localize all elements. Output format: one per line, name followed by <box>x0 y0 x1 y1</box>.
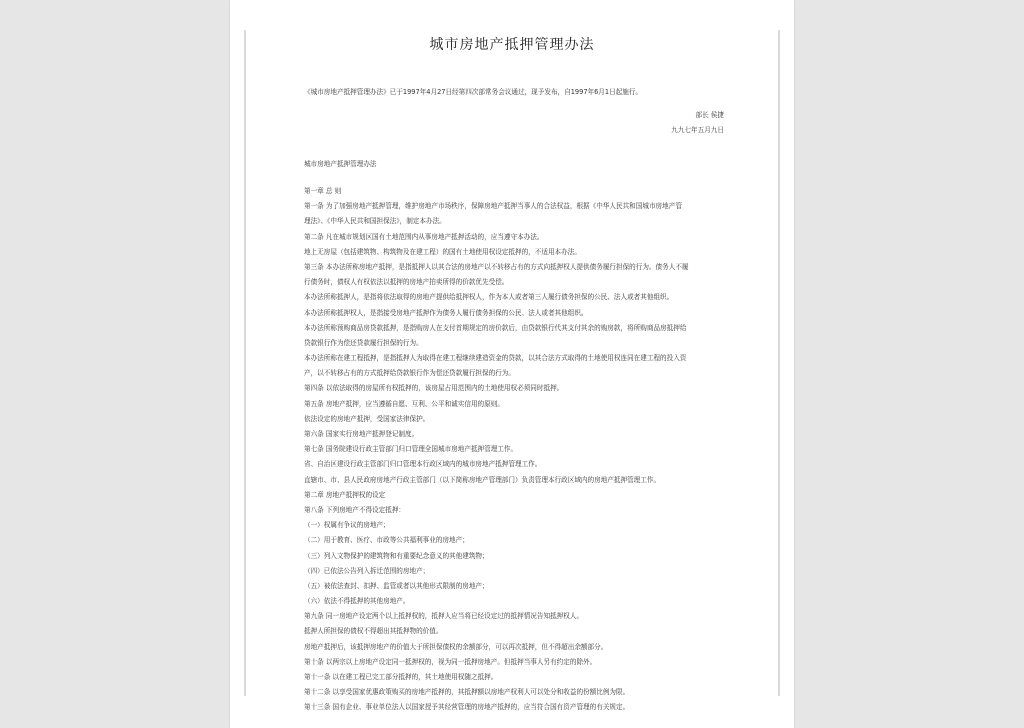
document-line: 第十条 以两宗以上房地产设定同一抵押权的，视为同一抵押房地产。但抵押当事人另有约定的除外。 <box>304 657 597 666</box>
document-line: 省、自治区建设行政主管部门归口管理本行政区域内的城市房地产抵押管理工作。 <box>304 460 542 469</box>
document-line: 直辖市、市、县人民政府房地产行政主管部门（以下简称房地产管理部门）负责管理本行政区域内的房地产抵押管理工作。 <box>304 475 661 484</box>
document-line: 产，以不转移占有的方式抵押给贷款银行作为偿还贷款履行担保的行为。 <box>304 369 515 378</box>
document-line: 依法设定的房地产抵押，受国家法律保护。 <box>304 414 430 423</box>
signature-date: 九九七年五月九日 <box>671 126 724 134</box>
document-line: （五）被依法查封、扣押、监管或者以其他形式限制的房地产； <box>304 581 489 590</box>
document-line: 第二章 房地产抵押权的设定 <box>304 490 386 499</box>
document-line: 第八条 下列房地产不得设定抵押： <box>304 505 406 514</box>
document-line: 本办法所称抵押权人，是指接受房地产抵押作为债务人履行债务担保的公民、法人或者其他组织。 <box>304 308 588 317</box>
document-body <box>304 184 734 716</box>
document-title: 城市房地产抵押管理办法 <box>429 37 595 53</box>
document-line: 本办法所称预购商品房贷款抵押，是指购房人在支付首期规定的房价款后，由贷款银行代其支付其余的购房款，将所购商品房抵押给 <box>304 323 687 332</box>
document-line: 第三条 本办法所称房地产抵押，是指抵押人以其合法的房地产以不转移占有的方式向抵押权人提供债务履行担保的行为。债务人不履 <box>304 262 689 271</box>
document-page <box>230 0 794 728</box>
document-line: 理法》、《中华人民共和国担保法》，制定本办法。 <box>304 217 446 226</box>
document-line: 本办法所称在建工程抵押，是指抵押人为取得在建工程继续建造资金的贷款，以其合法方式取得的土地使用权连同在建工程的投入资 <box>304 354 687 363</box>
document-line: 房地产抵押后，该抵押房地产的价值大于所担保债权的余额部分，可以再次抵押，但不得超出余额部分。 <box>304 642 608 651</box>
document-line: 贷款银行作为偿还贷款履行担保的行为。 <box>304 338 423 347</box>
document-line: （三）列入文物保护的建筑物和有重要纪念意义的其他建筑物； <box>304 551 489 560</box>
intro-paragraph: 《城市房地产抵押管理办法》已于1997年4月27日经第四次部常务会议通过，现予发布，自1997年6月1日起施行。 <box>304 88 643 96</box>
document-line: 第十一条 以在建工程已完工部分抵押的，其土地使用权随之抵押。 <box>304 673 498 681</box>
document-line: 地上无房屋（包括建筑物、构筑物及在建工程）的国有土地使用权设定抵押的，不适用本办法。 <box>304 247 581 256</box>
document-line: 第四条 以依法取得的房屋所有权抵押的，该房屋占用范围内的土地使用权必须同时抵押。 <box>304 384 564 393</box>
document-line: （六）依法不得抵押的其他房地产。 <box>304 597 410 606</box>
document-line: 第十三条 国有企业、事业单位法人以国家授予其经营管理的房地产抵押的，应当符合国有资产管理的有关规定。 <box>304 703 630 712</box>
page-left-edge <box>244 30 246 696</box>
document-line: 抵押人所担保的债权不得超出其抵押物的价值。 <box>304 627 443 636</box>
document-line: 第七条 国务院建设行政主管部门归口管理全国城市房地产抵押管理工作。 <box>304 445 518 454</box>
document-line: 第六条 国家实行房地产抵押登记制度。 <box>304 430 419 438</box>
document-line: （二）用于教育、医疗、市政等公共福利事业的房地产； <box>304 536 469 545</box>
signature-name: 部长 侯捷 <box>695 111 724 119</box>
document-line: 第一条 为了加强房地产抵押管理，维护房地产市场秩序，保障房地产抵押当事人的合法权益，根据《中华人民共和国城市房地产管 <box>304 202 682 211</box>
document-line: 第十二条 以享受国家优惠政策购买的房地产抵押的，其抵押额以房地产权利人可以处分和收益的份额比例为限。 <box>304 688 630 697</box>
document-line: 第九条 同一房地产设定两个以上抵押权的，抵押人应当将已经设定过的抵押情况告知抵押权人。 <box>304 612 584 621</box>
document-line: 第一章 总 则 <box>304 187 342 195</box>
document-subtitle: 城市房地产抵押管理办法 <box>304 160 377 168</box>
document-line: （一）权属有争议的房地产； <box>304 521 390 530</box>
document-line: 本办法所称抵押人，是指将依法取得的房地产提供给抵押权人，作为本人或者第三人履行债务担保的公民、法人或者其他组织。 <box>304 293 674 302</box>
document-line: （四）已依法公告列入拆迁范围的房地产； <box>304 566 430 575</box>
document-line: 第二条 凡在城市规划区国有土地范围内从事房地产抵押活动的，应当遵守本办法。 <box>304 232 544 241</box>
document-line: 第五条 房地产抵押，应当遵循自愿、互利、公平和诚实信用的原则。 <box>304 399 504 408</box>
page-right-edge <box>778 30 780 696</box>
document-line: 行债务时，债权人有权依法以抵押的房地产拍卖所得的价款优先受偿。 <box>304 278 509 287</box>
